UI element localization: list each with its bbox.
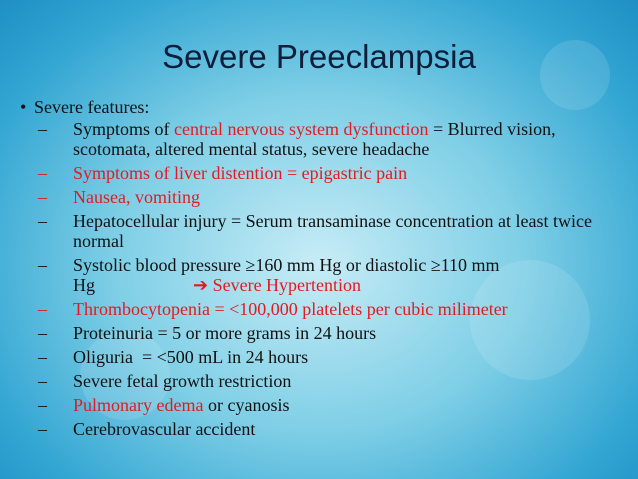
slide-title: Severe Preeclampsia [162,38,476,75]
list-item [20,371,630,391]
list-item [20,187,630,207]
list-item [20,211,630,251]
dash-icon: – [38,119,47,139]
item-text: = Blurred vision, scotomata, altered mental status, severe headache [73,119,556,159]
severe-features-list [20,119,630,439]
list-item [20,299,630,319]
main-bullet [20,97,630,117]
item-text: Oliguria = <500 mL in 24 hours [73,347,309,367]
item-highlight: Symptoms of liver distention = epigastric pain [73,163,408,183]
item-highlight: Nausea, vomiting [73,187,200,207]
slide-content [20,97,630,443]
list-item [20,119,630,159]
list-item [20,419,630,439]
list-item [20,347,630,367]
list-item [20,395,630,415]
dash-icon: – [38,395,47,415]
dash-icon: – [38,255,47,275]
item-text: Hepatocellular injury = Serum transaminase concentration at least twice normal [73,211,592,251]
dash-icon: – [38,419,47,439]
item-text: Systolic blood pressure ≥160 mm Hg or diastolic ≥110 mm Hg [73,255,500,295]
main-bullet-text: Severe features: [34,97,150,117]
dash-icon: – [38,347,47,367]
list-item [20,323,630,343]
severe-hypertension-arrow: ➔ Severe Hypertention [193,275,362,295]
list-item [20,255,630,295]
dash-icon: – [38,299,47,319]
list-item [20,163,630,183]
item-highlight: Pulmonary edema [73,395,204,415]
item-text: or cyanosis [203,395,290,415]
dash-icon: – [38,187,47,207]
dash-icon: – [38,163,47,183]
dash-icon: – [38,211,47,231]
dash-icon: – [38,323,47,343]
item-text: Severe fetal growth restriction [73,371,292,391]
bullet-icon: • [20,97,27,117]
item-text: Proteinuria = 5 or more grams in 24 hours [73,323,377,343]
item-text: Cerebrovascular accident [73,419,256,439]
item-highlight: Thrombocytopenia = <100,000 platelets per cubic milimeter [73,299,508,319]
item-highlight: central nervous system dysfunction [174,119,429,139]
dash-icon: – [38,371,47,391]
item-text: Symptoms of [73,119,175,139]
